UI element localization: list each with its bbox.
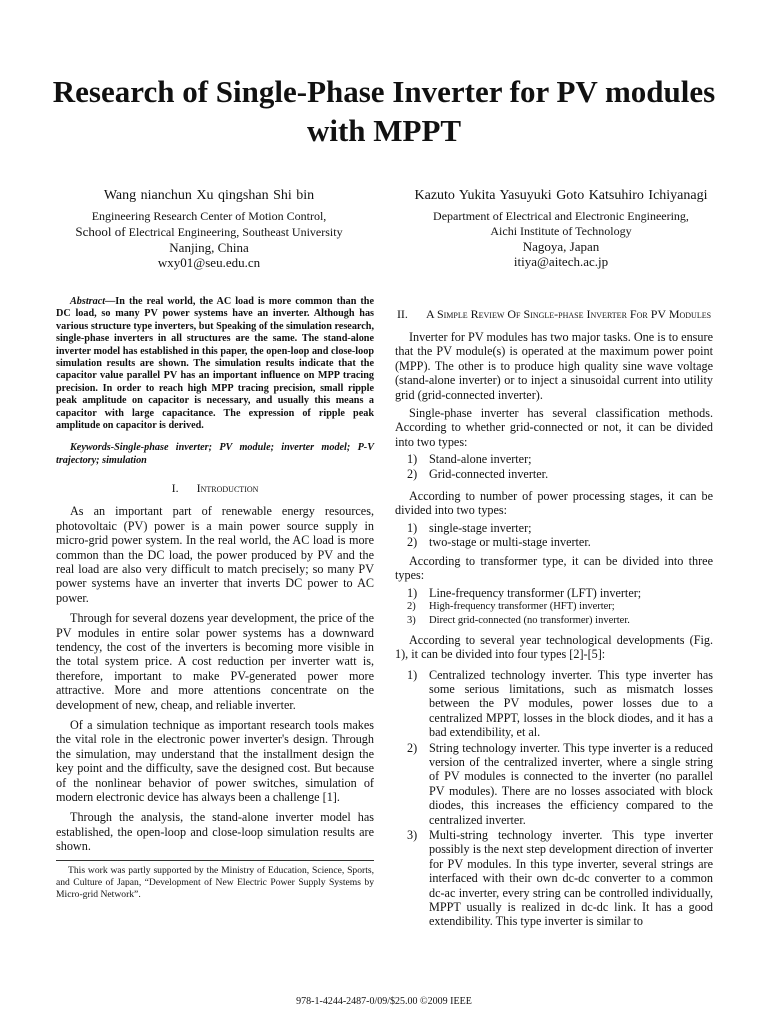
affiliation-line: School of Electrical Engineering, Southeast University bbox=[75, 224, 343, 239]
affiliation-line: Department of Electrical and Electronic Engineering, bbox=[433, 209, 689, 223]
author-block-left bbox=[40, 188, 378, 270]
right-column bbox=[395, 307, 713, 935]
copyright-footer: 978-1-4244-2487-0/09/$25.00 ©2009 IEEE bbox=[296, 996, 472, 1007]
list-item: 1) Line-frequency transformer (LFT) inverter; bbox=[407, 585, 642, 600]
abstract: Abstract—In the real world, the AC load is more common than the DC load, so many PV power systems have an inverter. Although has various structure type inverters, but Speaking of the simulation research, single-phase inverters in all structures are the same. The stand-alone inverter model has established in this paper, the open-loop and close-loop simulation results are shown. The simulation results indicate that the capacitor value parallel PV has an important influence on MPP tracing precision. In order to reach high MPP tracing precision, small ripple peak amplitude on capacitor is necessary, and usually this means a capacitor with large capacitance. The expression of ripple peak amplitude on capacitor is derived. bbox=[56, 296, 374, 432]
type-list bbox=[395, 452, 713, 481]
author-block-right bbox=[392, 188, 730, 269]
list-item: 2) two-stage or multi-stage inverter. bbox=[407, 535, 591, 550]
technology-list bbox=[395, 668, 713, 929]
paragraph: Through for several dozens year development, the price of the PV modules in entire solar power systems has a downward tendency, the cost of the inverters is becoming more visible in the total system price. A cost reduction per inverter watt is, therefore, important to make PV-generated power more attractive. More and more attentions concentrate on the development of new, cheap, and reliable inverter. bbox=[56, 611, 374, 712]
section-heading: II. A Simple Review Of Single-phase Inverter For PV Modules bbox=[396, 307, 712, 321]
paper-title: Research of Single-Phase Inverter for PV modules with MPPT bbox=[52, 74, 716, 148]
affiliation-line: Aichi Institute of Technology bbox=[490, 224, 632, 238]
list-item: 2) String technology inverter. This type inverter is a reduced version of the centralized inverter, where a single string of PV modules is connected to the inverter (no parallel PV modules). There are no losses associated with block diodes, this increases the efficiency compared to the centralized inverter. bbox=[407, 740, 713, 827]
list-item: 2) Grid-connected inverter. bbox=[407, 466, 549, 481]
paragraph: According to transformer type, it can be divided into three types: bbox=[395, 553, 713, 583]
author-email: itiya@aitech.ac.jp bbox=[513, 254, 609, 269]
list-item: 1) single-stage inverter; bbox=[407, 520, 532, 535]
list-item: 1) Centralized technology inverter. This type inverter has some serious limitations, such as mismatch losses between the PV modules, power losses due to a centralized MPPT, losses in the block diodes, and it has a bad extendibility, et al. bbox=[407, 667, 713, 740]
left-column bbox=[56, 296, 374, 901]
affiliation-line: Engineering Research Center of Motion Control, bbox=[91, 209, 327, 223]
list-item: 3) Multi-string technology inverter. This type inverter possibly is the next step development direction of inverter for PV modules. In this type inverter, several strings are interfaced with their own dc-dc converter to a common dc-ac inverter, every string can be controlled individually, MPPT usually is realized in dc-dc link. It has a good extendibility. This type inverter is similar to bbox=[407, 828, 713, 929]
paragraph: As an important part of renewable energy resources, photovoltaic (PV) power is a main power source supply in micro-grid power system. In the real world, the AC load is more common than the DC load, the power produced by PV and the real load are also very difficult to match precisely; so many PV power systems have an inverter that inverts DC power to AC power. bbox=[56, 504, 374, 605]
paragraph: Inverter for PV modules has two major tasks. One is to ensure that the PV module(s) is operated at the maximum power point (MPP). The other is to produce high quality sine wave voltage (stand-alone inverter) or to inject a sinusoidal current into utility grid (grid-connected inverter). bbox=[395, 330, 713, 402]
list-item: 1) Stand-alone inverter; bbox=[407, 452, 532, 467]
author-location: Nanjing, China bbox=[169, 240, 249, 255]
type-list bbox=[395, 521, 713, 550]
author-email: wxy01@seu.edu.cn bbox=[157, 255, 261, 270]
footnote: This work was partly supported by the Ministry of Education, Science, Sports, and Culture of Japan, “Development of New Electric Power Supply Systems by Micro-grid Network”. bbox=[56, 860, 374, 901]
paragraph: According to several year technological developments (Fig. 1), it can be divided into four types [2]-[5]: bbox=[395, 632, 713, 662]
list-item: 3) Direct grid-connected (no transformer) inverter. bbox=[407, 615, 630, 627]
author-location: Nagoya, Japan bbox=[522, 239, 600, 254]
paragraph: Through the analysis, the stand-alone inverter model has established, the open-loop and close-loop simulation results are shown. bbox=[56, 810, 374, 854]
paragraph: According to number of power processing stages, it can be divided into two types: bbox=[395, 489, 713, 518]
author-names: Kazuto Yukita Yasuyuki Goto Katsuhiro Ichiyanagi bbox=[414, 188, 708, 203]
author-names: Wang nianchun Xu qingshan Shi bin bbox=[103, 188, 315, 203]
keywords: Keywords-Single-phase inverter; PV module; inverter model; P-V trajectory; simulation bbox=[56, 442, 374, 466]
paragraph: Single-phase inverter has several classification methods. According to whether grid-connected or not, it can be divided into two types: bbox=[395, 406, 713, 449]
paragraph: Of a simulation technique as important research tools makes the vital role in the electronic power inverter's design. Through the simulation, may understand that the installment design the key point and the difficulty, save the designed cost. But because of the nonlinear behavior of power switches, simulation of modern electronic device has always been a challenge [1]. bbox=[56, 717, 374, 804]
section-heading: I. Introduction bbox=[171, 481, 259, 496]
type-list bbox=[395, 586, 713, 629]
list-item: 2) High-frequency transformer (HFT) inverter; bbox=[407, 600, 615, 612]
